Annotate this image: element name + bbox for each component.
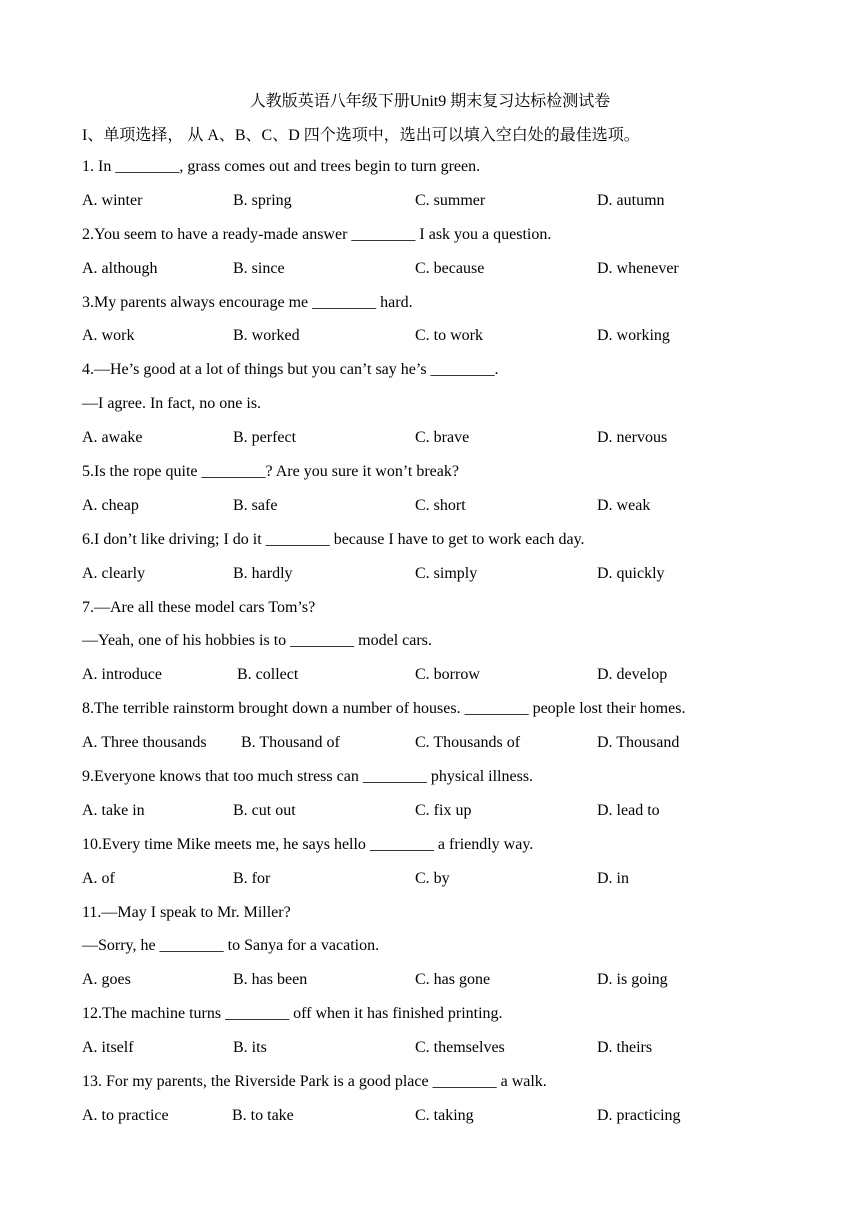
option-b: B. its bbox=[233, 1039, 267, 1057]
option-row bbox=[82, 969, 782, 1003]
option-row bbox=[82, 732, 782, 766]
option-row bbox=[82, 495, 782, 529]
option-row bbox=[82, 1037, 782, 1071]
option-a: A. introduce bbox=[82, 666, 162, 684]
question-item bbox=[82, 529, 782, 597]
option-d: D. theirs bbox=[597, 1039, 653, 1057]
option-a: A. work bbox=[82, 327, 135, 345]
option-c: C. to work bbox=[415, 327, 483, 345]
question-item bbox=[82, 1071, 782, 1139]
option-row bbox=[82, 800, 782, 834]
section-heading: I、单项选择， 从 A、B、C、D 四个选项中，选出可以填入空白处的最佳选项。 bbox=[82, 127, 640, 144]
option-d: D. develop bbox=[597, 666, 668, 684]
option-b: B. cut out bbox=[233, 801, 296, 819]
question-item bbox=[82, 461, 782, 529]
option-row bbox=[82, 427, 782, 461]
question-item bbox=[82, 1003, 782, 1071]
option-a: A. itself bbox=[82, 1039, 134, 1057]
question-stem: 6.I don’t like driving; I do it ________ because I have to get to work each day. bbox=[82, 530, 585, 548]
question-item bbox=[82, 698, 782, 766]
option-row bbox=[82, 1105, 782, 1139]
option-c: C. themselves bbox=[415, 1039, 505, 1057]
option-a: A. take in bbox=[82, 801, 145, 819]
option-a: A. to practice bbox=[82, 1106, 169, 1124]
option-b: B. to take bbox=[232, 1106, 294, 1124]
question-item bbox=[82, 156, 782, 224]
question-list bbox=[82, 156, 782, 1139]
option-b: B. has been bbox=[233, 971, 308, 989]
question-dialogue-line: —I agree. In fact, no one is. bbox=[82, 395, 262, 413]
option-b: B. collect bbox=[237, 666, 299, 684]
option-a: A. goes bbox=[82, 971, 131, 989]
option-a: A. winter bbox=[82, 191, 143, 209]
question-item bbox=[82, 597, 782, 699]
option-b: B. for bbox=[233, 869, 271, 887]
option-d: D. weak bbox=[597, 496, 651, 514]
option-a: A. cheap bbox=[82, 496, 139, 514]
option-a: A. of bbox=[82, 869, 115, 887]
question-item bbox=[82, 902, 782, 1004]
option-d: D. lead to bbox=[597, 801, 660, 819]
option-b: B. spring bbox=[233, 191, 292, 209]
option-c: C. Thousands of bbox=[415, 734, 521, 752]
option-d: D. is going bbox=[597, 971, 668, 989]
question-dialogue-line: —Yeah, one of his hobbies is to ________ model cars. bbox=[82, 632, 432, 650]
question-item bbox=[82, 292, 782, 360]
question-stem: 1. In ________, grass comes out and trees begin to turn green. bbox=[82, 158, 481, 175]
option-c: C. fix up bbox=[415, 801, 472, 819]
option-d: D. working bbox=[597, 327, 670, 345]
question-stem: 9.Everyone knows that too much stress can ________ physical illness. bbox=[82, 768, 534, 786]
question-item bbox=[82, 766, 782, 834]
option-d: D. quickly bbox=[597, 564, 665, 582]
option-d: D. in bbox=[597, 869, 629, 887]
option-c: C. because bbox=[415, 259, 485, 277]
option-row bbox=[82, 258, 782, 292]
option-b: B. safe bbox=[233, 496, 278, 514]
option-c: C. borrow bbox=[415, 666, 480, 684]
option-row bbox=[82, 190, 782, 224]
option-c: C. taking bbox=[415, 1106, 474, 1124]
option-a: A. clearly bbox=[82, 564, 146, 582]
option-d: D. practicing bbox=[597, 1106, 681, 1124]
option-c: C. brave bbox=[415, 429, 470, 447]
option-row bbox=[82, 563, 782, 597]
option-row bbox=[82, 868, 782, 902]
option-d: D. nervous bbox=[597, 429, 668, 447]
option-b: B. hardly bbox=[233, 564, 293, 582]
question-stem: 10.Every time Mike meets me, he says hello ________ a friendly way. bbox=[82, 835, 534, 853]
option-a: A. although bbox=[82, 259, 158, 277]
option-c: C. by bbox=[415, 869, 450, 887]
option-b: B. perfect bbox=[233, 429, 297, 447]
option-row bbox=[82, 325, 782, 359]
question-item bbox=[82, 224, 782, 292]
option-b: B. Thousand of bbox=[241, 734, 340, 752]
question-stem: 2.You seem to have a ready-made answer ________ I ask you a question. bbox=[82, 225, 552, 243]
option-c: C. has gone bbox=[415, 971, 491, 989]
option-d: D. Thousand bbox=[597, 734, 680, 752]
question-stem: 12.The machine turns ________ off when it has finished printing. bbox=[82, 1005, 503, 1023]
option-c: C. simply bbox=[415, 564, 478, 582]
option-row bbox=[82, 664, 782, 698]
page-title: 人教版英语八年级下册Unit9 期末复习达标检测试卷 bbox=[249, 93, 611, 110]
question-stem: 13. For my parents, the Riverside Park is a good place ________ a walk. bbox=[82, 1073, 547, 1091]
question-item bbox=[82, 359, 782, 461]
option-c: C. summer bbox=[415, 191, 486, 209]
option-d: D. whenever bbox=[597, 259, 679, 277]
question-stem: 5.Is the rope quite ________? Are you sure it won’t break? bbox=[82, 463, 459, 481]
question-stem: 7.—Are all these model cars Tom’s? bbox=[82, 598, 316, 616]
option-a: A. Three thousands bbox=[82, 734, 207, 752]
question-dialogue-line: —Sorry, he ________ to Sanya for a vacation. bbox=[82, 937, 380, 955]
option-c: C. short bbox=[415, 496, 466, 514]
option-b: B. since bbox=[233, 259, 285, 277]
question-stem: 3.My parents always encourage me ________ hard. bbox=[82, 293, 413, 311]
option-b: B. worked bbox=[233, 327, 300, 345]
question-stem: 8.The terrible rainstorm brought down a number of houses. ________ people lost their homes. bbox=[82, 700, 686, 718]
question-stem: 11.—May I speak to Mr. Miller? bbox=[82, 903, 291, 921]
option-d: D. autumn bbox=[597, 191, 665, 209]
question-stem: 4.—He’s good at a lot of things but you can’t say he’s ________. bbox=[82, 361, 499, 379]
option-a: A. awake bbox=[82, 429, 143, 447]
question-item bbox=[82, 834, 782, 902]
